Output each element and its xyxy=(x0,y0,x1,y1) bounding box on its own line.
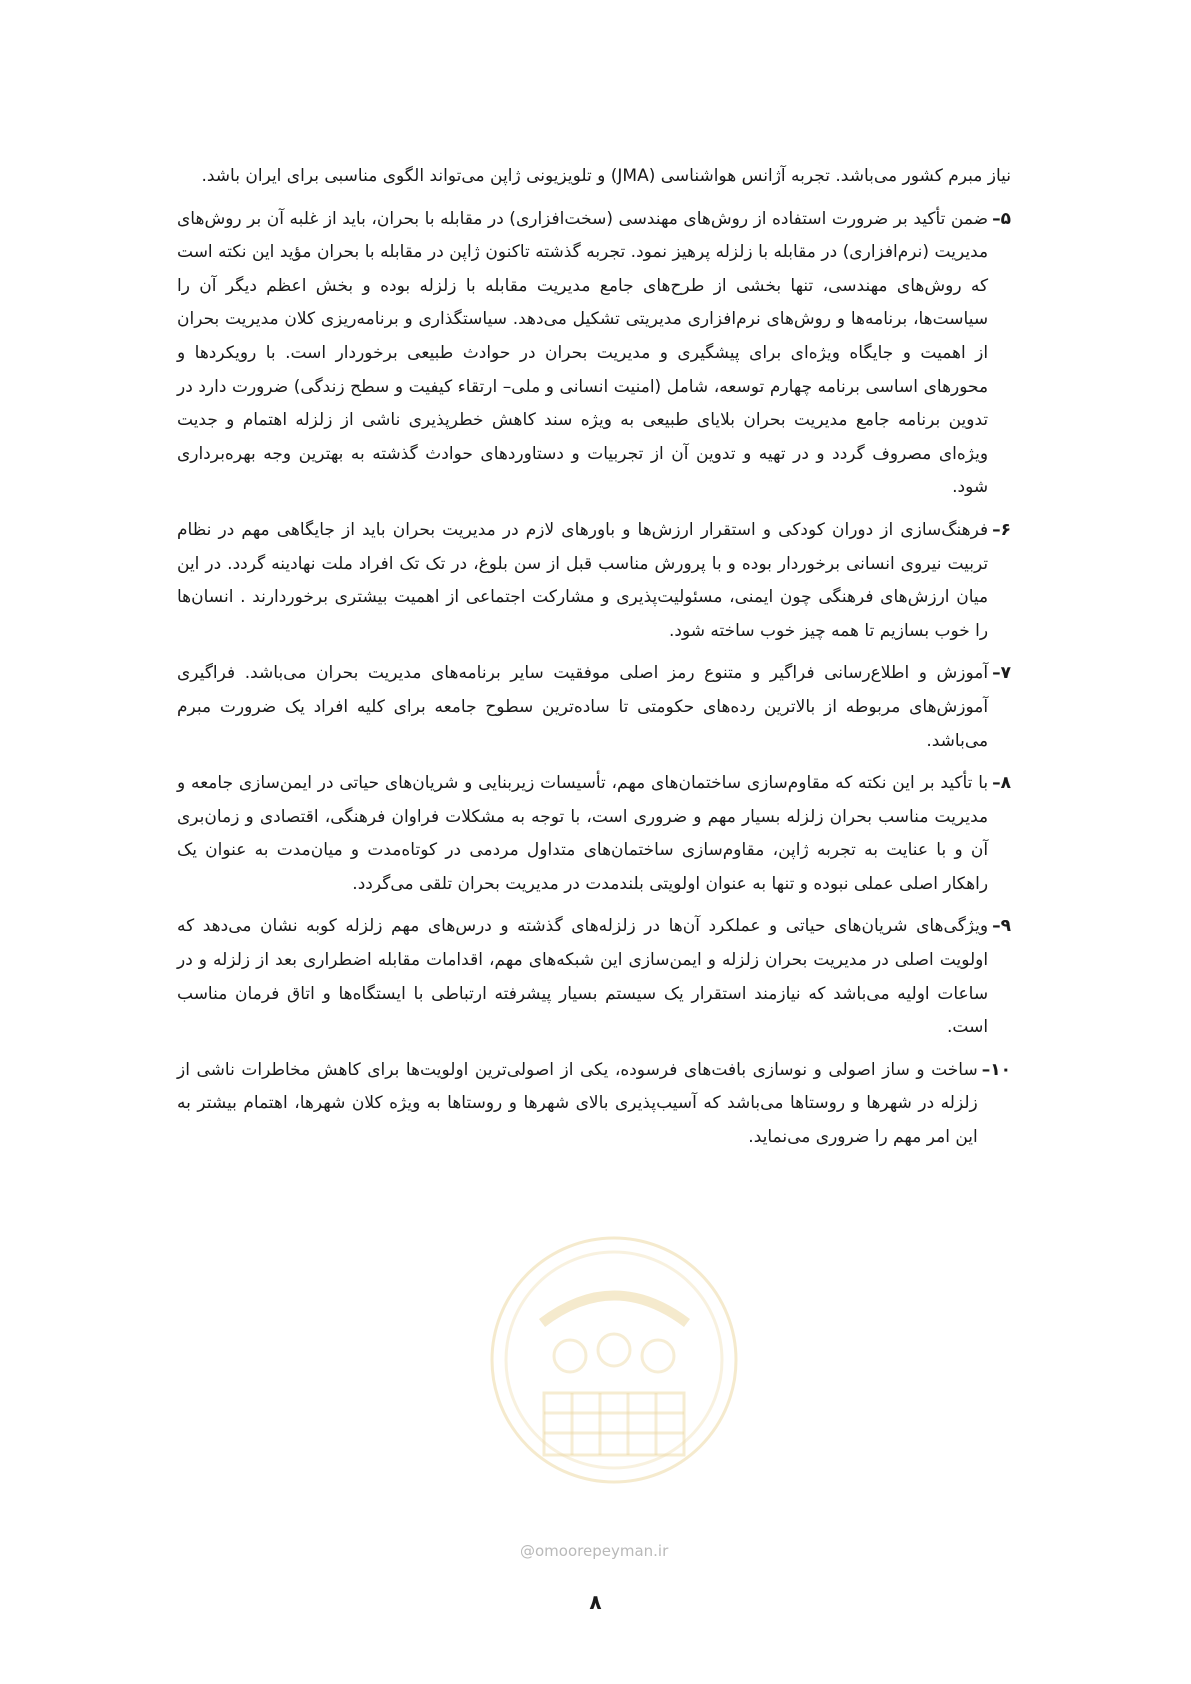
list-number: ۷– xyxy=(992,663,1011,684)
paragraph-continuation xyxy=(177,160,1011,194)
list-item-6 xyxy=(177,514,1011,648)
list-number: ۶– xyxy=(992,519,1011,540)
watermark-logo xyxy=(482,1228,747,1493)
list-item-text: ضمن تأکید بر ضرورت استفاده از روش‌های مهندسی (سخت‌افزاری) در مقابله با بحران، باید از غلبه آن بر روش‌های مدیریت (نرم‌افزاری) در مقابله با زلزله پرهیز نمود. تجربه گذشته تاکنون ژاپن در مقابله با بحران مؤید این نکته است که روش‌های مهندسی، تنها بخشی از طرح‌های جامع مدیریت مقابله با زلزله بوده و بخش اعظم دیگر آن را سیاست‌ها، برنامه‌ها و روش‌های نرم‌افزاری مدیریتی تشکیل می‌دهد. سیاستگذاری و برنامه‌ریزی کلان مدیریت بحران از اهمیت و جایگاه ویژه‌ای برای پیشگیری و مدیریت بحران در حوادث طبیعی برخوردار است. با رویکردها و محورهای اساسی برنامه چهارم توسعه، شامل (امنیت انسانی و ملی– ارتقاء کیفیت و سطح زندگی) ضرورت دارد در تدوین برنامه جامع مدیریت بحران بلایای طبیعی به ویژه سند کاهش خطرپذیری ناشی از زلزله اهتمام و جدیت ویژه‌ای مصروف گردد و در تهیه و تدوین آن از تجربیات و دستاوردهای حوادث گذشته به بهترین وجه بهره‌برداری شود. xyxy=(177,208,989,498)
list-number: ۸– xyxy=(992,773,1011,794)
list-item-8 xyxy=(177,767,1011,901)
list-item-7 xyxy=(177,657,1011,758)
list-number: ۹– xyxy=(992,916,1011,937)
list-item-5 xyxy=(177,203,1011,505)
list-number: ۵– xyxy=(992,208,1011,229)
list-item-text: ویژگی‌های شریان‌های حیاتی و عملکرد آن‌ها در زلزله‌های گذشته و درس‌های مهم زلزله کوبه نشان می‌دهد که اولویت اصلی در مدیریت بحران زلزله و ایمن‌سازی این شبکه‌های مهم، اقدامات مقابله اضطراری بعد از زلزله و در ساعات اولیه می‌باشد که نیازمند استقرار یک سیستم بسیار پیشرفته ارتباطی با ایستگاه‌ها و اتاق فرمان مناسب است. xyxy=(177,916,989,1038)
list-item-text: فرهنگ‌سازی از دوران کودکی و استقرار ارزش‌ها و باورهای لازم در مدیریت بحران باید از جایگاهی مهم در نظام تربیت نیروی انسانی برخوردار بوده و با پرورش مناسب قبل از سن بلوغ، در تک تک افراد ملت نهادینه گردد. در این میان ارزش‌های فرهنگی چون ایمنی، مسئولیت‌پذیری و مشارکت اجتماعی از اهمیت بیشتری برخوردارند . انسان‌ها را خوب بسازیم تا همه چیز خوب ساخته شود. xyxy=(177,519,989,641)
paragraph-text: نیاز مبرم کشور می‌باشد. تجربه آژانس هواشناسی (JMA) و تلویزیونی ژاپن می‌تواند الگوی مناسبی برای ایران باشد. xyxy=(201,166,1011,186)
page-number: ۸ xyxy=(589,1590,602,1614)
body-text xyxy=(177,160,1011,1164)
list-item-9 xyxy=(177,910,1011,1044)
list-item-10 xyxy=(177,1054,1011,1155)
list-item-text: با تأکید بر این نکته که مقاوم‌سازی ساختمان‌های مهم، تأسیسات زیربنایی و شریان‌های حیاتی در ایمن‌سازی جامعه و مدیریت مناسب بحران زلزله بسیار مهم و ضروری است، با توجه به مشکلات فراوان فرهنگی، اقتصادی و زمان‌بری آن و با عنایت به تجربه ژاپن، مقاوم‌سازی ساختمان‌های متداول مردمی در کوتاه‌مدت و میان‌مدت به عنوان یک راهکار اصلی عملی نبوده و تنها به عنوان اولویتی بلندمدت در مدیریت بحران تلقی می‌گردد. xyxy=(177,773,989,894)
watermark-url: @omoorepeyman.ir xyxy=(520,1542,669,1560)
list-item-text: آموزش و اطلاع‌رسانی فراگیر و متنوع رمز اصلی موفقیت سایر برنامه‌های مدیریت بحران می‌باشد. فراگیری آموزش‌های مربوطه از بالاترین رده‌های حکومتی تا ساده‌ترین سطوح جامعه برای کلیه افراد یک ضرورت مبرم می‌باشد. xyxy=(177,663,989,751)
list-number: ۱۰– xyxy=(981,1059,1011,1080)
list-item-text: ساخت و ساز اصولی و نوسازی بافت‌های فرسوده، یکی از اصولی‌ترین اولویت‌ها برای کاهش مخاطرات ناشی از زلزله در شهرها و روستاها می‌باشد که آسیب‌پذیری بالای شهرها و روستاها به ویژه کلان شهرها، اهتمام بیشتر به این امر مهم را ضروری می‌نماید. xyxy=(177,1059,978,1148)
